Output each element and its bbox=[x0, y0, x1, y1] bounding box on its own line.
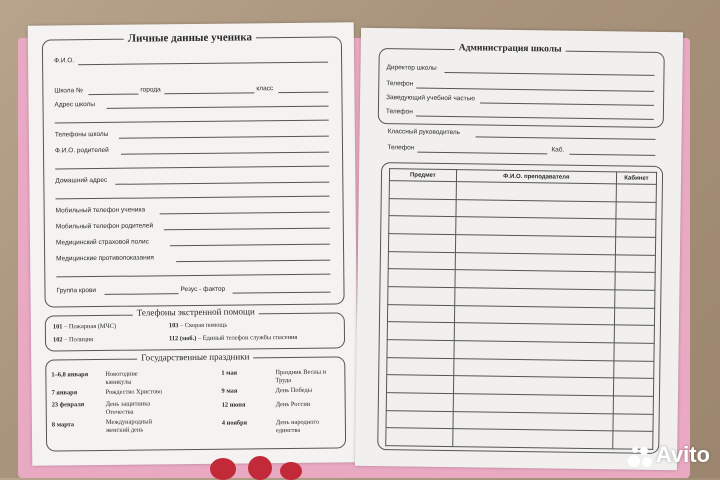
table-cell bbox=[614, 360, 654, 378]
holiday-date-1: 1–6,8 января bbox=[51, 371, 89, 379]
table-cell bbox=[387, 340, 454, 359]
holiday-date-3: 7 января bbox=[51, 389, 78, 397]
insurance-label: Медицинский страховой полис bbox=[55, 238, 149, 247]
table-cell bbox=[614, 307, 654, 325]
holiday-date-7: 8 марта bbox=[51, 421, 75, 429]
teachers-table bbox=[385, 168, 657, 450]
director-phone-label: Телефон bbox=[386, 80, 414, 88]
emergency-code-4: 112 (моб.) bbox=[168, 334, 197, 343]
table-cell bbox=[389, 198, 456, 217]
emergency-code-1: 101 bbox=[52, 323, 63, 331]
holiday-name-1: Новогодние каникулы bbox=[105, 370, 138, 386]
student-info-title: Личные данные ученика bbox=[124, 31, 256, 44]
table-cell bbox=[453, 358, 613, 378]
header-teacher: Ф.И.О. преподавателя bbox=[456, 170, 616, 184]
emergency-box bbox=[45, 312, 345, 351]
table-cell bbox=[613, 413, 653, 431]
emergency-text-2: – Скорая помощь bbox=[180, 321, 228, 330]
holiday-name-5: День защитника Отечества bbox=[105, 400, 151, 416]
emergency-text-4: – Единый телефон службы спасения bbox=[197, 333, 298, 342]
table-cell bbox=[615, 254, 655, 272]
director-label: Директор школы bbox=[386, 64, 437, 72]
avito-text: Avito bbox=[655, 442, 710, 467]
table-cell bbox=[455, 235, 615, 255]
holiday-date-5: 23 февраля bbox=[51, 401, 85, 409]
class-teacher-line bbox=[476, 136, 656, 140]
cabinet-line bbox=[569, 154, 655, 156]
holiday-date-2: 1 мая bbox=[221, 369, 238, 377]
fingernail-3 bbox=[280, 462, 302, 480]
avito-watermark bbox=[628, 442, 710, 468]
holiday-name-8: День народного единства bbox=[275, 418, 320, 434]
table-cell bbox=[613, 378, 653, 396]
table-cell bbox=[454, 341, 614, 361]
holiday-name-3: Рождество Христово bbox=[105, 388, 163, 396]
emergency-text-1: – Пожарная (МЧС) bbox=[64, 322, 117, 331]
head-teacher-phone-label: Телефон bbox=[385, 108, 413, 116]
holiday-name-7: Международный женский день bbox=[105, 418, 153, 434]
emergency-title: Телефоны экстренной помощи bbox=[133, 306, 259, 317]
table-cell bbox=[386, 375, 453, 394]
holiday-date-6: 12 июня bbox=[221, 401, 246, 409]
school-number-label: Школа № bbox=[54, 87, 83, 95]
holiday-date-8: 4 ноября bbox=[221, 419, 248, 427]
table-cell bbox=[386, 410, 453, 429]
table-cell bbox=[615, 272, 655, 290]
table-cell bbox=[387, 322, 454, 341]
table-cell bbox=[616, 219, 656, 237]
table-cell bbox=[615, 237, 655, 255]
table-cell bbox=[387, 304, 454, 323]
fingernail-2 bbox=[248, 456, 272, 480]
avito-logo-icon bbox=[628, 443, 652, 467]
holidays-title: Государственные праздники bbox=[137, 351, 253, 362]
parents-label: Ф.И.О. родителей bbox=[54, 146, 109, 155]
table-cell bbox=[453, 393, 613, 413]
table-cell bbox=[616, 184, 656, 202]
table-cell bbox=[452, 429, 612, 449]
holiday-date-4: 9 мая bbox=[221, 387, 238, 395]
table-cell bbox=[388, 251, 455, 270]
fio-label: Ф.И.О. bbox=[54, 57, 75, 65]
school-phones-label: Телефоны школы bbox=[54, 130, 109, 139]
table-cell bbox=[455, 270, 615, 290]
cabinet-label: Каб. bbox=[551, 146, 565, 154]
table-cell bbox=[453, 411, 613, 431]
city-label: города bbox=[140, 86, 161, 94]
table-cell bbox=[386, 428, 453, 447]
holiday-name-4: День Победы bbox=[275, 386, 313, 395]
rhesus-label: Резус - фактор bbox=[180, 285, 226, 294]
table-row bbox=[386, 428, 653, 450]
class-teacher-phone-line bbox=[417, 152, 547, 155]
contraindications-label: Медицинские противопоказания bbox=[56, 254, 154, 263]
class-teacher-phone-label: Телефон bbox=[387, 144, 415, 152]
table-cell bbox=[455, 252, 615, 272]
table-cell bbox=[388, 287, 455, 306]
table-cell bbox=[455, 217, 615, 237]
table-cell bbox=[454, 305, 614, 325]
table-cell bbox=[388, 269, 455, 288]
table-cell bbox=[387, 357, 454, 376]
holiday-name-6: День России bbox=[275, 400, 311, 409]
table-cell bbox=[454, 323, 614, 343]
table-cell bbox=[453, 376, 613, 396]
table-cell bbox=[456, 199, 616, 219]
blood-group-label: Группа крови bbox=[56, 287, 97, 295]
emergency-code-2: 103 bbox=[168, 322, 179, 330]
admin-title: Администрация школы bbox=[455, 43, 566, 55]
table-cell bbox=[614, 343, 654, 361]
emergency-code-3: 102 bbox=[52, 336, 63, 344]
table-cell bbox=[615, 290, 655, 308]
right-page bbox=[355, 28, 683, 470]
table-cell bbox=[389, 216, 456, 235]
student-info-box bbox=[42, 36, 345, 307]
table-cell bbox=[456, 182, 616, 202]
class-label: класс bbox=[256, 85, 274, 93]
fingernail-1 bbox=[210, 458, 236, 480]
table-cell bbox=[616, 202, 656, 220]
holiday-name-2: Праздник Весны и Труда bbox=[275, 368, 327, 384]
school-address-label: Адрес школы bbox=[54, 101, 96, 109]
header-subject: Предмет bbox=[389, 169, 456, 182]
class-teacher-label: Классный руководитель bbox=[387, 128, 461, 137]
table-cell bbox=[454, 288, 614, 308]
parents-mobile-label: Мобильный телефон родителей bbox=[55, 222, 154, 231]
emergency-text-3: – Полиция bbox=[64, 336, 94, 344]
header-cabinet: Кабинет bbox=[616, 172, 656, 185]
home-address-label: Домашний адрес bbox=[55, 176, 108, 185]
table-cell bbox=[389, 181, 456, 200]
table-cell bbox=[388, 234, 455, 253]
table-cell bbox=[613, 396, 653, 414]
student-mobile-label: Мобильный телефон ученика bbox=[55, 206, 146, 215]
head-teacher-label: Заведующий учебной частью bbox=[386, 94, 475, 103]
table-cell bbox=[614, 325, 654, 343]
left-page bbox=[28, 22, 359, 465]
table-cell bbox=[386, 393, 453, 412]
